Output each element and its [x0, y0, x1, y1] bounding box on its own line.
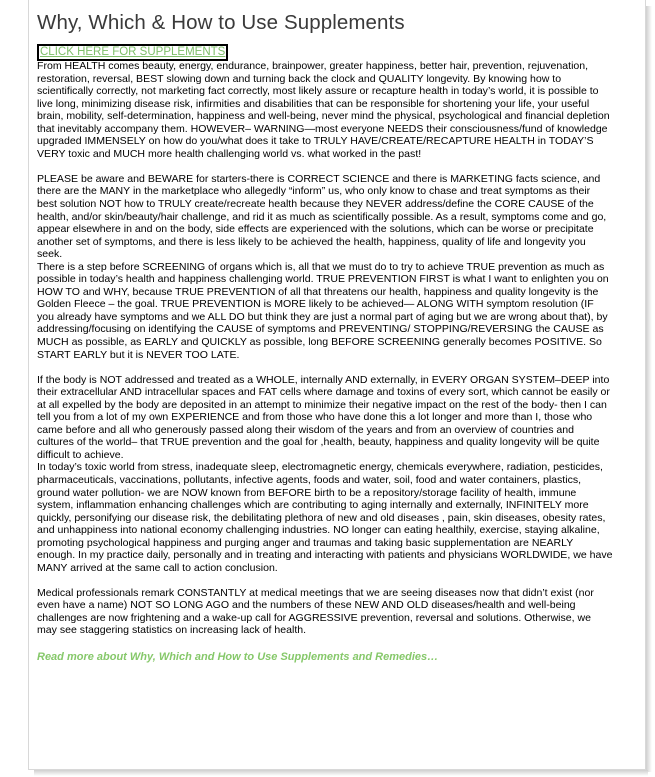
article: [37, 10, 613, 664]
paragraph-gap: [37, 160, 613, 173]
paragraph-medical: Medical professionals remark CONSTANTLY at medical meetings that we are seeing diseases now that didn’t exist (nor even have a name) NOT SO LONG AGO and the numbers of these NEW AND OLD diseases/health and well-being challenges are now frightening and a wake-up call for AGGRESSIVE prevention, reversal and solutions. Otherwise, we may see staggering statistics on increasing lack of health.: [37, 586, 594, 637]
page-title: Why, Which & How to Use Supplements: [37, 11, 405, 34]
paragraph-intro: From HEALTH comes beauty, energy, endurance, brainpower, greater happiness, better hair, prevention, rejuvenation, restoration, reversal, BEST slowing down and turning back the clock and QUALITY longevity. By knowing how to scientifically correctly, not marketing fact correctly, most likely assure or recapture health in today’s world, it is possible to live long, minimizing disease risk, infirmities and disabilities that can be responsible for shortening your life, your useful brain, mobility, self-determination, happiness and well-being, never mind the physical, psychological and financial depletion that inevitably accompany them. HOWEVER– WARNING—most everyone NEEDS their consciousness/fund of knowledge upgraded IMMENSELY on how do you/what does it take to TRULY HAVE/CREATE/RECAPTURE HEALTH in TODAY’S VERY toxic and MUCH more health challenging world vs. what worked in the past!: [37, 60, 610, 160]
supplements-link[interactable]: CLICK HERE FOR SUPPLEMENTS: [37, 44, 228, 61]
paragraph-toxic-world: In today’s toxic world from stress, inadequate sleep, electromagnetic energy, chemicals everywhere, radiation, pesticides, pharmaceuticals, vaccinations, pollutants, infective agents, foods and water, soil, food and water containers, plastics, ground water pollution- we are NOW known from BEFORE birth to be a repository/storage facility of health, immune system, inflammation enhancing challenges which are contributing to aging internally and externally, INFINITELY more quickly, personifying our disease risk, the debilitating plethora of new and old diseases , pain, skin diseases, obesity rates, and unhappiness into national economy challenging industries. NO longer can eating healthily, exercise, staying alkaline, promoting psychological happiness and purging anger and traumas and taking basic supplementation are NEARLY enough. In my practice daily, personally and in treating and interacting with patients and physicians WORLDWIDE, we have MANY arrived at the same call to action conclusion.: [37, 461, 613, 574]
paragraph-gap: [37, 361, 613, 374]
page-shadow-bottom: [34, 770, 648, 776]
paragraph-prevention: There is a step before SCREENING of organs which is, all that we must do to try to achieve TRUE prevention as much as possible in today’s health and happiness challenging world. TRUE PREVENTION FIRST is what I want to enlighten you on HOW TO and WHY, because TRUE PREVENTION of all that threatens our health, happiness and quality longevity is the Golden Fleece – the goal. TRUE PREVENTION is MORE likely to be achieved— ALONG WITH symptom resolution (IF you already have symptoms and we ALL DO but think they are just a normal part of aging but we are wrong about that), by addressing/focusing on identifying the CAUSE of symptoms and PREVENTING/ STOPPING/REVERSING the CAUSE as MUCH as possible, as EARLY and QUICKLY as possible, long BEFORE SCREENING generally becomes POSITIVE. So START EARLY but it is NEVER TOO LATE.: [37, 260, 609, 361]
paragraph-beware: PLEASE be aware and BEWARE for starters-there is CORRECT SCIENCE and there is MARKETING facts science, and there are the MANY in the marketplace who allegedly “inform” us, who only know to chase and treat symptoms as their best solution NOT how to TRULY create/recreate health because they NEVER address/define the CORE CAUSE of the health, and/or skin/beauty/hair challenge, and rid it as much as scientifically possible. As a result, symptoms come and go, appear elsewhere in and on the body, side effects are experienced with the solutions, which can be worse or precipitate another set of symptoms, and there is less likely to be achieved the health, happiness, quality of life and longevity you seek.: [37, 172, 607, 261]
paragraph-gap: [37, 574, 613, 587]
page-shadow-right: [646, 6, 652, 772]
paragraph-whole-body: If the body is NOT addressed and treated as a WHOLE, internally AND externally, in EVERY ORGAN SYSTEM–DEEP into their extracellular AND intracellular spaces and FAT cells where damage and toxins of every sort, which cannot be easily or at all expelled by the body are deposited in an attempt to minimize their negative impact on the rest of the body- then I can tell you from a lot of my own EXPERIENCE and from those who have done this a lot longer and more than I, those who came before and all who generously passed along their wisdom of the years and from an overview of countries and cultures of the world– that TRUE prevention and the goal for ,health, beauty, happiness and quality longevity will be quite difficult to achieve.: [37, 373, 610, 461]
cta-wrapper: [37, 42, 613, 60]
read-more-link[interactable]: Read more about Why, Which and How to Use Supplements and Remedies…: [37, 651, 439, 664]
